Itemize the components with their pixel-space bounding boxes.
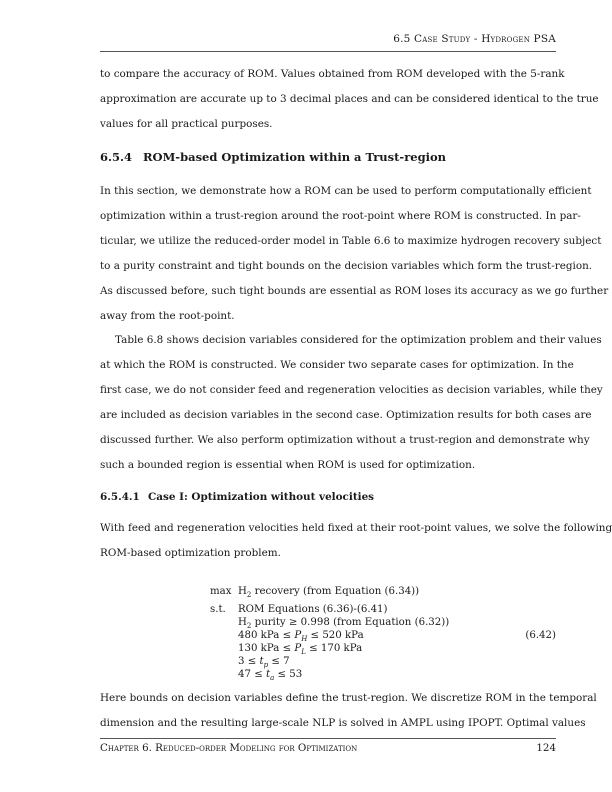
- text-line: values for all practical purposes.: [100, 118, 273, 130]
- bound-upper: ≤ 170 kPa: [305, 643, 363, 654]
- eq-constraint: ROM Equations (6.36)-(6.41): [238, 604, 388, 615]
- footer-chapter: Chapter 6. Reduced-order Modeling for Optimization: [100, 742, 358, 754]
- bound-upper: ≤ 520 kPa: [307, 630, 364, 641]
- bound-upper: ≤ 53: [274, 669, 303, 680]
- text-line: first case, we do not consider feed and regeneration velocities as decision variables, while they: [100, 384, 603, 396]
- subsection-number: 6.5.4.1: [100, 491, 140, 503]
- text-line: such a bounded region is essential when ROM is used for optimization.: [100, 459, 476, 471]
- text-line: discussed further. We also perform optimization without a trust-region and demonstrate why: [100, 434, 590, 446]
- eq-st-label: s.t.: [210, 604, 226, 615]
- bound-lower: 47 ≤: [238, 669, 266, 680]
- text-line: away from the root-point.: [100, 310, 235, 322]
- bound-lower: 3 ≤: [238, 656, 260, 667]
- text-line: With feed and regeneration velocities held fixed at their root-point values, we solve the following: [100, 522, 612, 534]
- eq-constraint: 130 kPa ≤ $P_L \le 170$ kPa: [238, 643, 363, 657]
- text-line: In this section, we demonstrate how a ROM can be used to perform computationally efficient: [100, 185, 592, 197]
- text-line: As discussed before, such tight bounds are essential as ROM loses its accuracy as we go further: [100, 285, 609, 297]
- text-line: at which the ROM is constructed. We consider two separate cases for optimization. In the: [100, 359, 574, 371]
- text-line: ticular, we utilize the reduced-order model in Table 6.6 to maximize hydrogen recovery subject: [100, 235, 602, 247]
- text-line: ROM-based optimization problem.: [100, 547, 281, 559]
- text-line: dimension and the resulting large-scale NLP is solved in AMPL using IPOPT. Optimal values: [100, 717, 586, 729]
- bound-upper: ≤ 7: [268, 656, 290, 667]
- text-line: approximation are accurate up to 3 decimal places and can be considered identical to the true: [100, 93, 599, 105]
- section-title: ROM-based Optimization within a Trust-region: [143, 150, 447, 164]
- text-line: Here bounds on decision variables define the trust-region. We discretize ROM in the temporal: [100, 692, 597, 704]
- eq-constraint: $47 \le t_a \le 53$: [238, 669, 303, 683]
- equation-number: (6.42): [525, 630, 556, 641]
- eq-constraint: 480 kPa ≤ $P_H \le 520$ kPa: [238, 630, 364, 644]
- eq-max-label: max: [210, 586, 232, 597]
- text-line: optimization within a trust-region around the root-point where ROM is constructed. In par-: [100, 210, 581, 222]
- bound-lower: 130 kPa ≤: [238, 643, 295, 654]
- header-rule: [100, 51, 556, 52]
- running-header: 6.5 Case Study - Hydrogen PSA: [393, 33, 556, 45]
- bound-lower: 480 kPa ≤: [238, 630, 295, 641]
- text-line: to compare the accuracy of ROM. Values obtained from ROM developed with the 5-rank: [100, 68, 565, 80]
- eq-objective: $H_2$ recovery (from Equation (6.34)): [238, 586, 420, 600]
- constraint-text: purity ≥ 0.998 (from Equation (6.32)): [254, 617, 450, 628]
- section-heading: [100, 150, 446, 164]
- text-line: to a purity constraint and tight bounds on the decision variables which form the trust-region.: [100, 260, 593, 272]
- text-line: Table 6.8 shows decision variables considered for the optimization problem and their values: [115, 334, 602, 346]
- eq-constraint: $3 \le t_p \le 7$: [238, 656, 290, 670]
- text-line: are included as decision variables in the second case. Optimization results for both cases are: [100, 409, 592, 421]
- section-number: 6.5.4: [100, 150, 133, 164]
- eq-constraint: $H_2$ purity ≥ 0.998 (from Equation (6.32)): [238, 617, 450, 631]
- subsection-heading: [100, 491, 374, 503]
- footer-rule: [100, 738, 556, 739]
- subsection-title: Case I: Optimization without velocities: [148, 491, 375, 503]
- objective-text: recovery (from Equation (6.34)): [254, 586, 420, 597]
- page-number: 124: [536, 742, 556, 754]
